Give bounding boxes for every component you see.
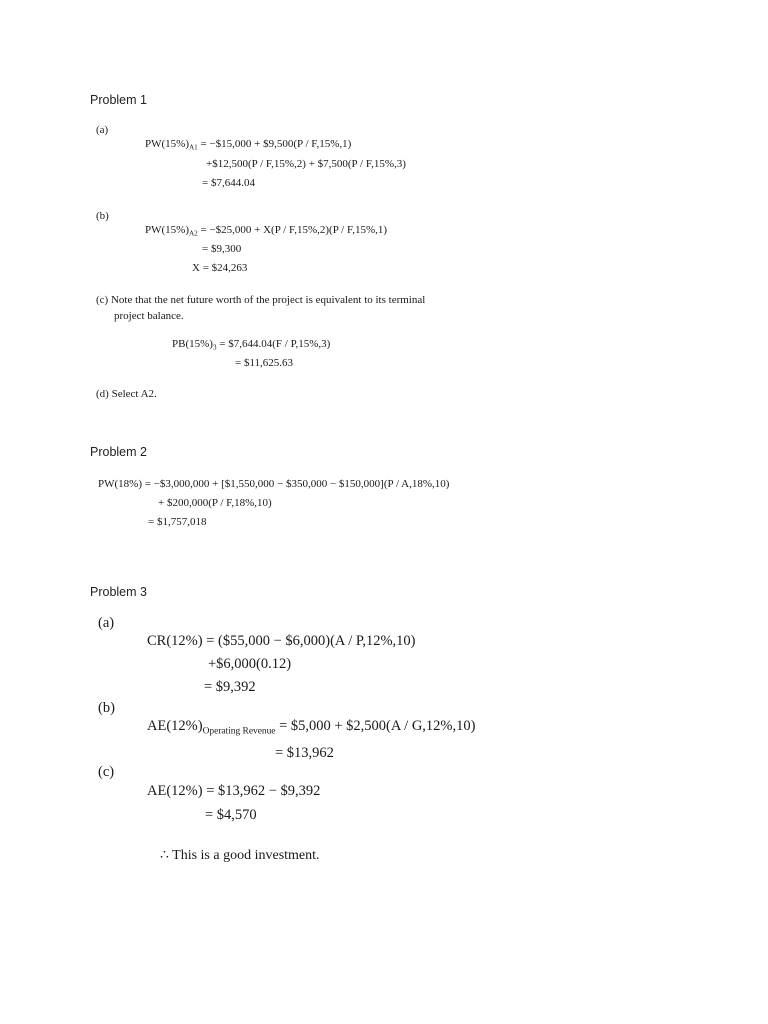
p3-part-a-label: (a)	[98, 615, 115, 631]
p1-a-equation-line1	[145, 138, 351, 150]
p3-b-equation-line1	[147, 718, 475, 735]
p3-a-equation-line2: +$6,000(0.12)	[208, 656, 292, 672]
p1-c-rhs: = $7,644.04(F / P,15%,3)	[216, 338, 331, 350]
p1-part-c-label: (c)	[96, 294, 109, 306]
p3-c-equation-line2: = $4,570	[205, 807, 257, 823]
p1-c-text-line1	[96, 294, 425, 306]
p1-part-a-label: (a)	[96, 124, 109, 136]
p1-d-text: Select A2.	[111, 388, 157, 400]
p1-c-subscript: 3	[212, 343, 217, 352]
p3-part-b-label: (b)	[98, 700, 115, 716]
p2-equation-line3: = $1,757,018	[148, 516, 207, 528]
p1-a-equation-line3: = $7,644.04	[202, 177, 255, 189]
p1-b-lhs: PW(15%)	[145, 224, 189, 236]
problem-3-heading: Problem 3	[90, 585, 147, 599]
p3-b-equation-line2: = $13,962	[275, 745, 334, 761]
p3-c-equation-line1: AE(12%) = $13,962 − $9,392	[147, 783, 321, 799]
p1-c-text-line2: project balance.	[114, 310, 184, 322]
p3-part-c-label: (c)	[98, 764, 115, 780]
p1-c-text: Note that the net future worth of the project is equivalent to its terminal	[110, 294, 426, 306]
p3-a-equation-line3: = $9,392	[204, 679, 256, 695]
p1-part-b-label: (b)	[96, 210, 109, 222]
p1-a-rhs: = −$15,000 + $9,500(P / F,15%,1)	[197, 138, 352, 150]
p3-b-lhs: AE(12%)	[147, 718, 203, 734]
problem-1-heading: Problem 1	[90, 93, 147, 107]
p3-b-subscript: Operating Revenue	[202, 726, 276, 737]
p1-b-rhs: = −$25,000 + X(P / F,15%,2)(P / F,15%,1)	[197, 224, 388, 236]
p1-c-lhs: PB(15%)	[172, 338, 213, 350]
p1-a-lhs: PW(15%)	[145, 138, 189, 150]
p1-b-equation-line3: X = $24,263	[192, 262, 248, 274]
p1-a-subscript: A1	[189, 143, 198, 152]
p3-b-rhs: = $5,000 + $2,500(A / G,12%,10)	[275, 718, 476, 734]
p2-equation-line1: PW(18%) = −$3,000,000 + [$1,550,000 − $350,000 − $150,000](P / A,18%,10)	[98, 478, 450, 490]
p3-conclusion: ∴ This is a good investment.	[160, 848, 320, 863]
p1-c-equation-line2: = $11,625.63	[235, 357, 294, 369]
p1-c-equation-line1	[172, 338, 330, 350]
p1-d-line	[96, 388, 157, 400]
p1-b-subscript: A2	[189, 229, 198, 238]
p1-part-d-label: (d)	[96, 388, 109, 400]
p1-b-equation-line2: = $9,300	[202, 243, 242, 255]
p1-a-equation-line2: +$12,500(P / F,15%,2) + $7,500(P / F,15%,3)	[206, 158, 406, 170]
p3-a-equation-line1: CR(12%) = ($55,000 − $6,000)(A / P,12%,10)	[147, 633, 416, 649]
problem-2-heading: Problem 2	[90, 445, 147, 459]
p1-b-equation-line1	[145, 224, 387, 236]
p2-equation-line2: + $200,000(P / F,18%,10)	[158, 497, 272, 509]
